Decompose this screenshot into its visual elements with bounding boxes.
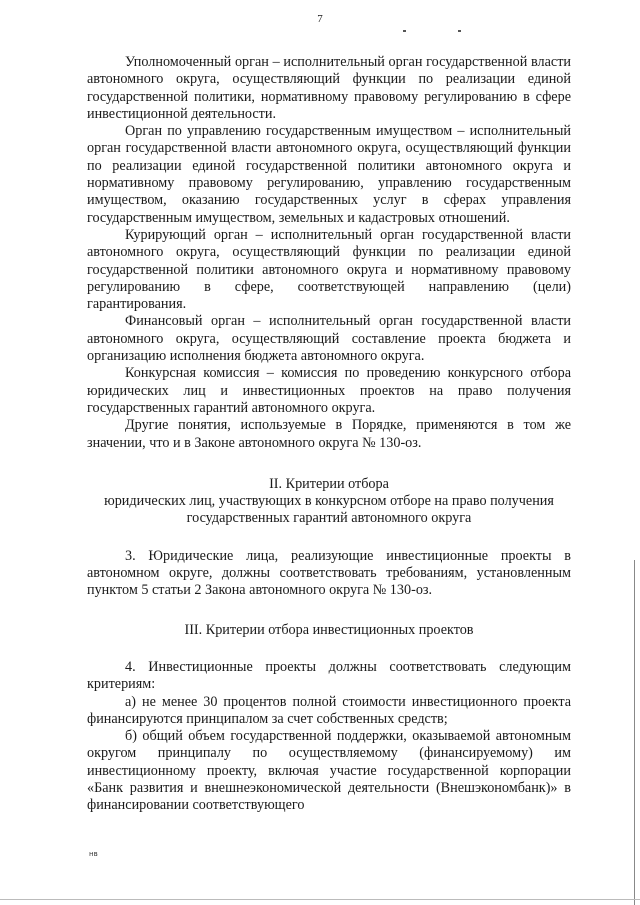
item-4a: а) не менее 30 процентов полной стоимости инвестиционного проекта финансируются принципалом за счет собственных средств; [87, 693, 571, 727]
section-2-title-line-1: II. Критерии отбора [269, 475, 389, 492]
definition-other-terms: Другие понятия, используемые в Порядке, применяются в том же значении, что и в Законе автономного округа № 130-оз. [87, 417, 571, 451]
page-number: 7 [317, 13, 323, 25]
definition-property-management-body: Орган по управлению государственным имуществом – исполнительный орган государственной власти автономного округа, осуществляющий функции по реализации единой государственной политики автономного округа и нормативному правовому регулированию, управлению государственным имуществом, оказанию государственных услуг в сферах управления государственным имуществом, земельных и кадастровых отношений. [87, 123, 571, 226]
scan-dot [458, 30, 461, 32]
scan-edge-bottom [0, 899, 640, 900]
item-3: 3. Юридические лица, реализующие инвестиционные проекты в автономном округе, должны соответствовать требованиям, установленным пунктом 5 статьи 2 Закона автономного округа № 130-оз. [87, 547, 571, 599]
item-4: 4. Инвестиционные проекты должны соответствовать следующим критериям: [87, 658, 571, 693]
definition-financial-body: Финансовый орган – исполнительный орган государственной власти автономного округа, осуществляющий составление проекта бюджета и организацию исполнения бюджета автономного округа. [87, 313, 571, 365]
section-2-title-line-3: государственных гарантий автономного округа [186, 510, 472, 527]
item-4b: б) общий объем государственной поддержки, оказываемой автономным округом принципалу по осуществляемому (финансируемому) им инвестиционному проекту, включая участие государственной корпорации «Банк развития и внешнеэкономической деятельности (Внешэкономбанк)» в финансировании соответствующего [87, 728, 571, 814]
section-2-title-line-2: юридических лиц, участвующих в конкурсном отборе на право получения [104, 493, 554, 510]
scan-edge-right [634, 560, 635, 905]
footer-mark: нв [89, 850, 98, 858]
document-body [87, 54, 571, 815]
definition-competition-commission: Конкурсная комиссия – комиссия по проведению конкурсного отбора юридических лиц и инвестиционных проектов на право получения государственных гарантий автономного округа. [87, 365, 571, 416]
definition-authorized-body: Уполномоченный орган – исполнительный орган государственной власти автономного округа, осуществляющий функции по реализации единой государственной политики, нормативному правовому регулированию в сфере инвестиционной деятельности. [87, 54, 571, 122]
scan-dot [403, 30, 406, 32]
section-3-heading: III. Критерии отбора инвестиционных проектов [184, 621, 474, 638]
definition-supervising-body: Курирующий орган – исполнительный орган государственной власти автономного округа, осуществляющий функции по реализации единой государственной политики автономного округа и нормативному правовому регулированию в сфере, соответствующей направлению (цели) гарантирования. [87, 226, 571, 313]
section-2-heading [87, 476, 571, 528]
